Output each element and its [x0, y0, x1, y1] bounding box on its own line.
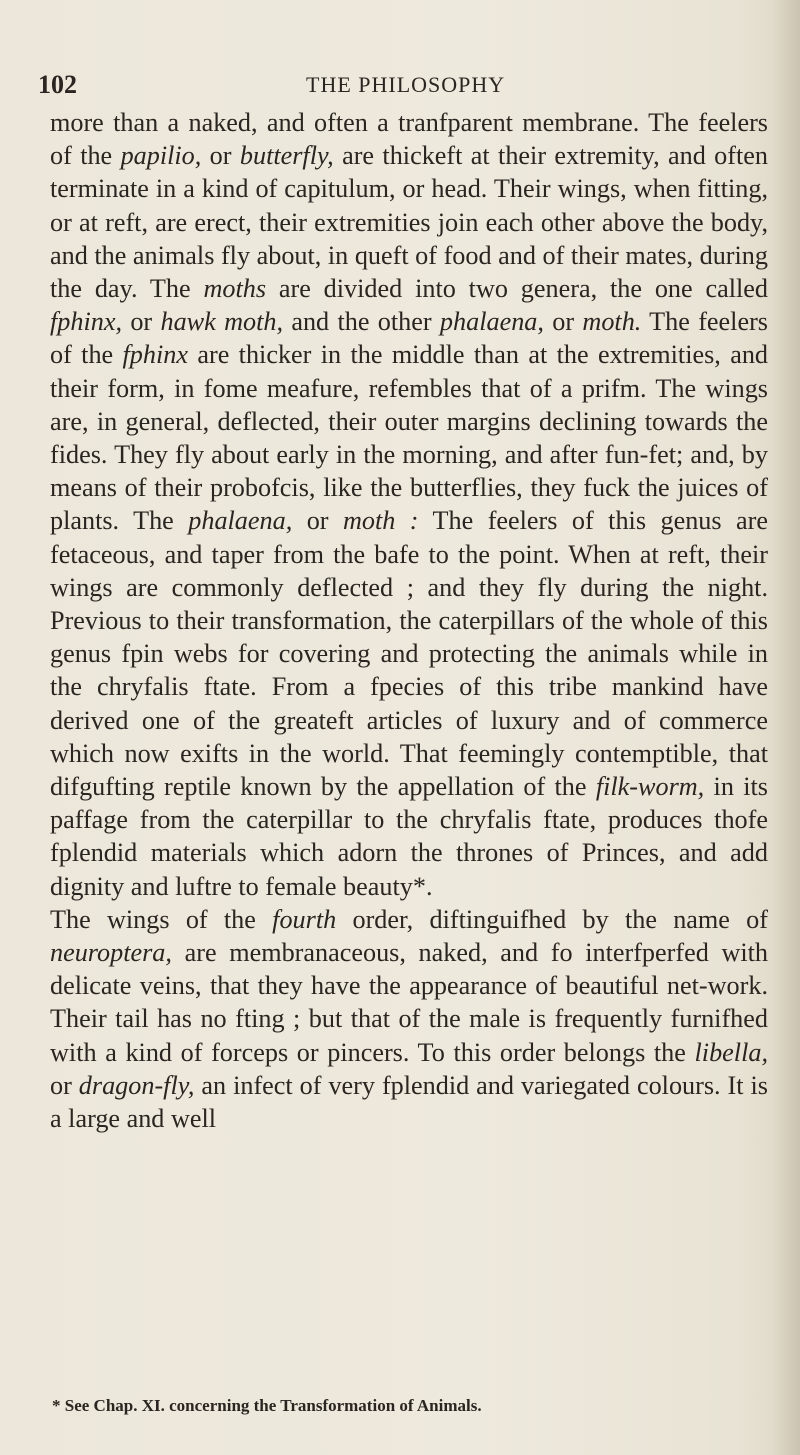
text-run: The wings of the	[50, 904, 273, 934]
text-run: more than a naked, and often a tranfparent membrane. The feelers of the	[50, 108, 768, 171]
paragraph	[50, 903, 768, 1135]
italic-term: fourth	[272, 904, 337, 934]
italic-term: phalaena,	[439, 307, 544, 337]
text-run: are thicker in the middle than at the extremities, and their form, in fome meafure, refembles that of a prifm. The wings are, in general, deflected, their outer margins declining towards the fides. They fly about early in the morning, and after fun-fet; and, by means of their probofcis, like the butterflies, they fuck the juices of plants. The	[50, 340, 769, 536]
italic-term: hawk moth,	[160, 307, 284, 337]
italic-term: fphinx,	[50, 307, 123, 337]
italic-term: phalaena,	[188, 506, 293, 536]
text-run: or	[292, 506, 343, 536]
page-header	[38, 70, 768, 106]
italic-term: dragon-fly,	[78, 1070, 195, 1100]
text-run: or	[201, 141, 240, 171]
text-run: or	[122, 307, 161, 337]
text-run: are divided into two genera, the one called	[266, 274, 768, 304]
italic-term: neuroptera,	[50, 938, 172, 968]
footnote: * See Chap. XI. concerning the Transformation of Animals.	[52, 1396, 482, 1415]
italic-term: fphinx	[122, 340, 188, 370]
italic-term: libella,	[694, 1037, 768, 1067]
page-edge-shadow	[772, 0, 800, 1455]
text-run: The feelers of this genus are fetaceous, and taper from the bafe to the point. When at reft, their wings are commonly deflected ; and they fly during the night. Previous to their transformation, the caterpillars of the whole of this genus fpin webs for covering and protecting the animals while in the chryfalis ftate. From a fpecies of this tribe mankind have derived one of the greateft articles of luxury and of commerce which now exifts in the world. That feemingly contemptible, that difgufting reptile known by the appellation of the	[50, 506, 768, 802]
italic-term: butterfly,	[239, 141, 334, 171]
text-run: and the other	[283, 307, 440, 337]
text-run: are thickeft at their extremity, and often terminate in a kind of capitulum, or head. Their wings, when fitting, or at reft, are erect, their extremities join each other above the body, and the animals fly about, in queft of food and of their mates, during the day. The	[50, 141, 768, 304]
text-run: or	[50, 1070, 79, 1100]
italic-term: moth.	[582, 307, 642, 337]
text-run: order, diftinguifhed by the name of	[336, 904, 768, 934]
page-number: 102	[38, 70, 77, 99]
italic-term: moths	[203, 274, 267, 304]
italic-term: moth :	[342, 506, 419, 536]
body-text	[50, 106, 768, 1135]
italic-term: filk-worm,	[595, 772, 705, 802]
text-run: are membranaceous, naked, and fo interfperfed with delicate veins, that they have the appearance of beautiful net-work. Their tail has no fting ; but that of the male is frequently furnifhed with a kind of forceps or pincers. To this order belongs the	[50, 938, 768, 1067]
paragraph	[50, 106, 768, 903]
text-run: in its paffage from the caterpillar to the chryfalis ftate, produces thofe fplendid materials which adorn the thrones of Princes, and add dignity and luftre to female beauty*.	[50, 772, 768, 901]
text-run: an infect of very fplendid and variegated colours. It is a large and well	[50, 1070, 768, 1134]
running-head: THE PHILOSOPHY	[306, 72, 506, 97]
text-run: or	[543, 307, 583, 337]
text-run: The feelers of the	[50, 307, 768, 370]
italic-term: papilio,	[120, 141, 202, 171]
